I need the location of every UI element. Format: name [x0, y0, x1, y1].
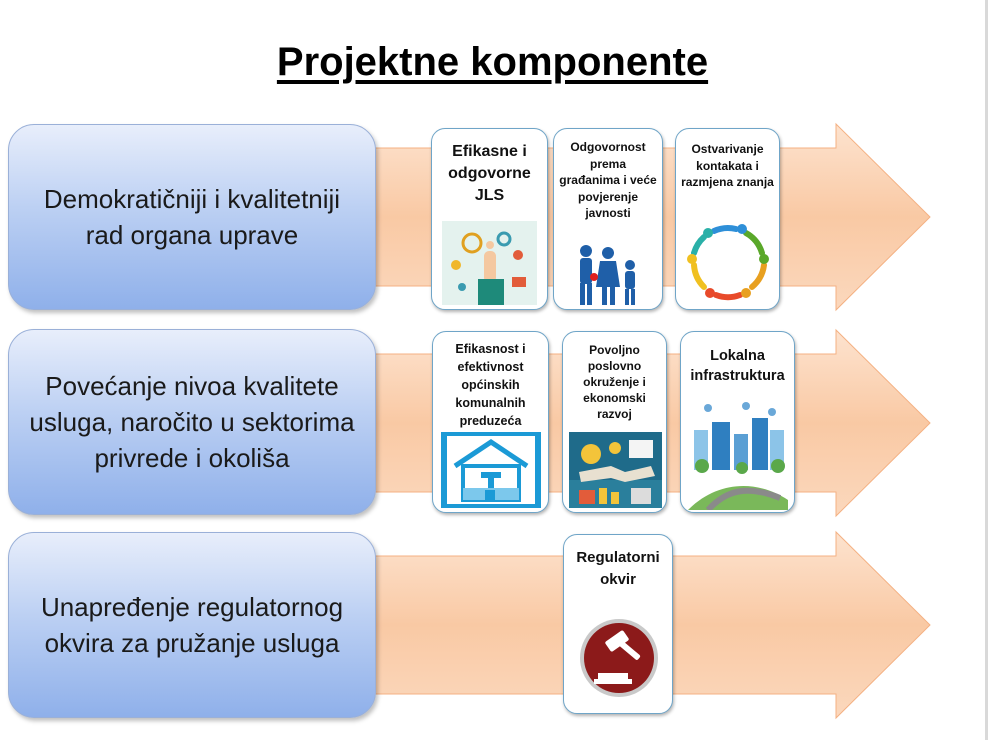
network-circle-icon: [684, 221, 774, 303]
card-kontakti: [675, 128, 780, 310]
gavel-icon: [578, 617, 660, 699]
row-3-label: Unapređenje regulatornog okvira za pružanje usluga: [8, 532, 376, 718]
card-label: Odgovornost prema građanima i veće povjerenje javnosti: [559, 140, 657, 220]
hand-touch-icon: [442, 221, 537, 305]
card-label: Efikasnost i efektivnost općinskih komunalnih preduzeća: [455, 342, 526, 428]
family-icon: [572, 243, 648, 307]
card-label: Lokalna infrastruktura: [690, 348, 785, 384]
card-odgovornost: [553, 128, 663, 310]
row-1-label: Demokratičniji i kvalitetniji rad organa uprave: [8, 124, 376, 310]
row-2-label: Povećanje nivoa kvalitete usluga, naročito u sektorima privrede i okoliša: [8, 329, 376, 515]
card-efikasne-jls: [431, 128, 548, 310]
card-infrastruktura: [680, 331, 795, 513]
card-label: Efikasne i odgovorne JLS: [448, 143, 531, 204]
page-title: Projektne komponente: [276, 40, 709, 84]
card-label: Ostvarivanje kontakata i razmjena znanja: [681, 142, 774, 189]
card-poslovno: [562, 331, 667, 513]
card-komunalna: [432, 331, 549, 513]
card-label: Regulatorni okvir: [576, 549, 660, 588]
card-regulatorni: [563, 534, 673, 714]
city-icon: [688, 400, 788, 510]
handshake-icon: [569, 432, 662, 508]
card-label: Povoljno poslovno okruženje i ekonomski razvoj: [583, 343, 646, 421]
water-house-icon: [441, 432, 541, 508]
